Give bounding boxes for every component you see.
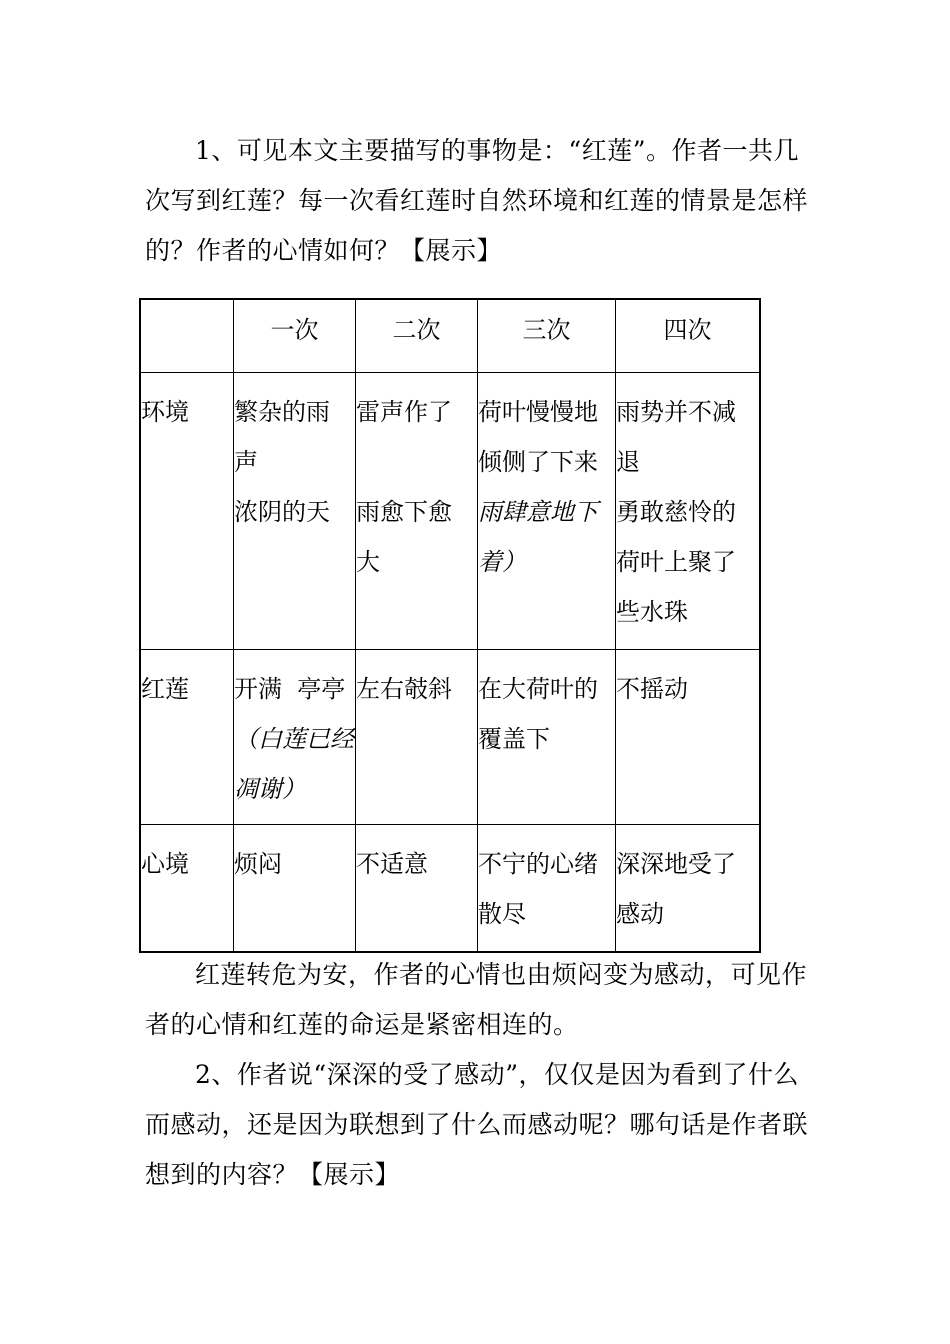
- cell-environment-4: 雨势并不减 退 勇敢慈怜的 荷叶上聚了 些水珠: [616, 373, 761, 650]
- cell-mood-3: 不宁的心绪 散尽: [478, 825, 616, 953]
- cell-mood-4: 深深地受了 感动: [616, 825, 761, 953]
- table-row-red-lotus: [140, 650, 760, 825]
- red-lotus-table: [139, 298, 761, 953]
- cell-environment-2: 雷声作了 雨愈下愈 大: [356, 373, 478, 650]
- table-header-row: [140, 299, 760, 373]
- header-cell-empty: [140, 299, 234, 373]
- header-cell-second: 二次: [356, 299, 478, 373]
- cell-red-lotus-2: 左右攲斜: [356, 650, 478, 825]
- header-cell-fourth: 四次: [616, 299, 761, 373]
- header-cell-third: 三次: [478, 299, 616, 373]
- row-label-environment: 环境: [140, 373, 234, 650]
- row-label-red-lotus: 红莲: [140, 650, 234, 825]
- row-label-mood: 心境: [140, 825, 234, 953]
- cell-environment-1: 繁杂的雨 声 浓阴的天: [234, 373, 356, 650]
- table-row-environment: [140, 373, 760, 650]
- cell-red-lotus-4: 不摇动: [616, 650, 761, 825]
- question-2-paragraph: 2、作者说“深深的受了感动”，仅仅是因为看到了什么而感动，还是因为联想到了什么而感动呢？哪句话是作者联想到的内容？【展示】: [145, 1060, 809, 1189]
- cell-mood-1: 烦闷: [234, 825, 356, 953]
- cell-environment-3: 荷叶慢慢地 倾侧了下来 雨肆意地下 着）: [478, 373, 616, 650]
- question-1-paragraph: 1、可见本文主要描写的事物是：“红莲”。作者一共几次写到红莲？每一次看红莲时自然环境和红莲的情景是怎样的？作者的心情如何？【展示】: [145, 136, 809, 265]
- table-row-mood: [140, 825, 760, 953]
- cell-red-lotus-3: 在大荷叶的 覆盖下: [478, 650, 616, 825]
- cell-red-lotus-1: 开满 亭亭 （白莲已经 凋谢）: [234, 650, 356, 825]
- header-cell-first: 一次: [234, 299, 356, 373]
- cell-mood-2: 不适意: [356, 825, 478, 953]
- conclusion-paragraph: 红莲转危为安，作者的心情也由烦闷变为感动，可见作者的心情和红莲的命运是紧密相连的。: [145, 960, 808, 1039]
